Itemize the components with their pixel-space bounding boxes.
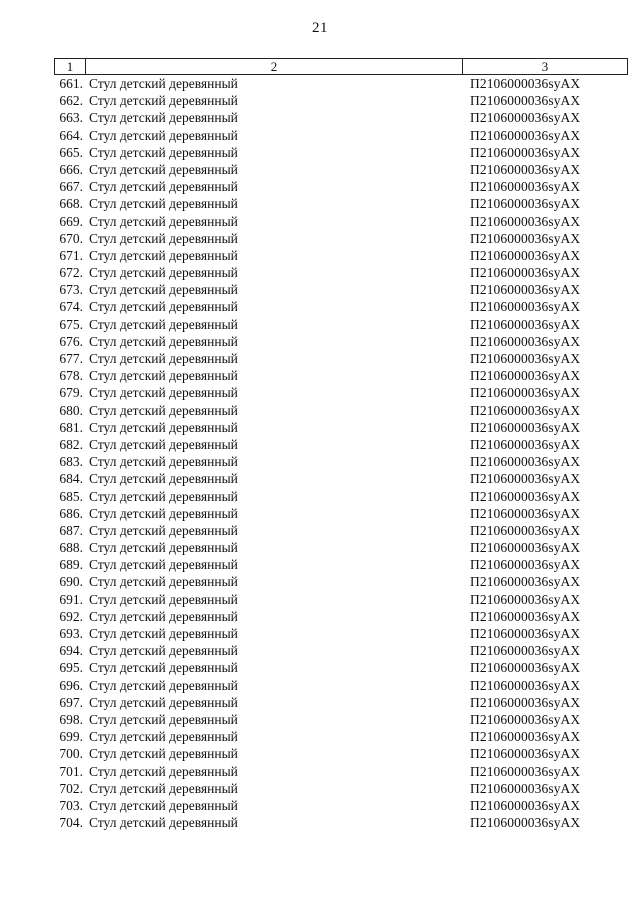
table-row bbox=[54, 230, 628, 247]
item-name: Стул детский деревянный bbox=[89, 316, 238, 332]
item-code: П2106000036syAX bbox=[470, 711, 581, 727]
row-number: 700. bbox=[59, 746, 83, 762]
table-row bbox=[54, 384, 628, 401]
item-code: П2106000036syAX bbox=[470, 660, 581, 676]
item-name: Стул детский деревянный bbox=[89, 626, 238, 641]
item-code: П2106000036syAX bbox=[470, 746, 581, 762]
table-row bbox=[54, 195, 628, 212]
table-row bbox=[54, 127, 628, 144]
item-code: П2106000036syAX bbox=[470, 574, 581, 590]
table-row bbox=[54, 642, 628, 659]
item-name: Стул детский деревянный bbox=[89, 540, 238, 556]
table-row bbox=[54, 264, 628, 281]
row-number: 704. bbox=[59, 815, 83, 831]
item-code: П2106000036syAX bbox=[470, 179, 581, 195]
row-number: 682. bbox=[59, 436, 83, 452]
row-number: 674. bbox=[59, 299, 83, 315]
item-code: П2106000036syAX bbox=[470, 161, 581, 177]
row-number: 698. bbox=[59, 711, 83, 727]
item-code: П2106000036syAX bbox=[470, 127, 581, 143]
item-name: Стул детский деревянный bbox=[89, 230, 238, 246]
item-code: П2106000036syAX bbox=[470, 213, 581, 229]
item-code: П2106000036syAX bbox=[470, 299, 581, 315]
table-row bbox=[54, 745, 628, 762]
item-name: Стул детский деревянный bbox=[89, 402, 238, 418]
item-name: Стул детский деревянный bbox=[89, 351, 238, 366]
item-code: П2106000036syAX bbox=[470, 815, 581, 831]
column-header-number: 1 bbox=[55, 59, 86, 74]
item-name: Стул детский деревянный bbox=[89, 454, 238, 470]
row-number: 687. bbox=[59, 522, 83, 538]
table-row bbox=[54, 814, 628, 831]
row-number: 692. bbox=[59, 608, 83, 624]
table-row bbox=[54, 333, 628, 350]
item-name: Стул детский деревянный bbox=[89, 557, 238, 573]
item-code: П2106000036syAX bbox=[470, 471, 581, 487]
row-number: 679. bbox=[59, 385, 83, 401]
row-number: 661. bbox=[59, 76, 83, 91]
item-name: Стул детский деревянный bbox=[89, 471, 238, 487]
item-name: Стул детский деревянный bbox=[89, 763, 238, 779]
item-code: П2106000036syAX bbox=[470, 419, 581, 435]
item-code: П2106000036syAX bbox=[470, 385, 581, 401]
item-name: Стул детский деревянный bbox=[89, 385, 238, 401]
item-name: Стул детский деревянный bbox=[89, 333, 238, 349]
table-row bbox=[54, 161, 628, 178]
item-name: Стул детский деревянный bbox=[89, 608, 238, 624]
row-number: 668. bbox=[59, 196, 83, 212]
item-name: Стул детский деревянный bbox=[89, 711, 238, 727]
item-code: П2106000036syAX bbox=[470, 265, 581, 281]
item-code: П2106000036syAX bbox=[470, 351, 581, 366]
table-row bbox=[54, 298, 628, 315]
row-number: 672. bbox=[59, 265, 83, 281]
item-name: Стул детский деревянный bbox=[89, 574, 238, 590]
item-code: П2106000036syAX bbox=[470, 488, 581, 504]
row-number: 699. bbox=[59, 729, 83, 745]
table-row bbox=[54, 539, 628, 556]
row-number: 671. bbox=[59, 247, 83, 263]
table-row bbox=[54, 522, 628, 539]
table-row bbox=[54, 109, 628, 126]
table-row bbox=[54, 75, 628, 92]
table-row bbox=[54, 677, 628, 694]
table-row bbox=[54, 797, 628, 814]
row-number: 689. bbox=[59, 557, 83, 573]
table-row bbox=[54, 402, 628, 419]
item-code: П2106000036syAX bbox=[470, 763, 581, 779]
row-number: 666. bbox=[59, 161, 83, 177]
item-code: П2106000036syAX bbox=[470, 368, 581, 384]
item-name: Стул детский деревянный bbox=[89, 780, 238, 796]
table-row bbox=[54, 419, 628, 436]
row-number: 677. bbox=[59, 351, 83, 366]
item-name: Стул детский деревянный bbox=[89, 419, 238, 435]
item-name: Стул детский деревянный bbox=[89, 694, 238, 710]
item-code: П2106000036syAX bbox=[470, 110, 581, 126]
item-name: Стул детский деревянный bbox=[89, 660, 238, 676]
item-code: П2106000036syAX bbox=[470, 144, 581, 160]
item-code: П2106000036syAX bbox=[470, 522, 581, 538]
row-number: 676. bbox=[59, 333, 83, 349]
row-number: 685. bbox=[59, 488, 83, 504]
row-number: 673. bbox=[59, 282, 83, 298]
row-number: 675. bbox=[59, 316, 83, 332]
item-code: П2106000036syAX bbox=[470, 505, 581, 521]
item-name: Стул детский деревянный bbox=[89, 110, 238, 126]
row-number: 663. bbox=[59, 110, 83, 126]
item-name: Стул детский деревянный bbox=[89, 76, 238, 91]
row-number: 697. bbox=[59, 694, 83, 710]
item-code: П2106000036syAX bbox=[470, 196, 581, 212]
item-name: Стул детский деревянный bbox=[89, 505, 238, 521]
table-row bbox=[54, 367, 628, 384]
item-name: Стул детский деревянный bbox=[89, 522, 238, 538]
item-code: П2106000036syAX bbox=[470, 729, 581, 745]
row-number: 669. bbox=[59, 213, 83, 229]
row-number: 684. bbox=[59, 471, 83, 487]
table-row bbox=[54, 780, 628, 797]
item-name: Стул детский деревянный bbox=[89, 161, 238, 177]
item-code: П2106000036syAX bbox=[470, 282, 581, 298]
table-row bbox=[54, 213, 628, 230]
row-number: 703. bbox=[59, 797, 83, 813]
item-name: Стул детский деревянный bbox=[89, 797, 238, 813]
table-row bbox=[54, 608, 628, 625]
item-name: Стул детский деревянный bbox=[89, 815, 238, 831]
table-row bbox=[54, 470, 628, 487]
item-name: Стул детский деревянный bbox=[89, 488, 238, 504]
item-code: П2106000036syAX bbox=[470, 608, 581, 624]
table-row bbox=[54, 144, 628, 161]
row-number: 664. bbox=[59, 127, 83, 143]
table-row bbox=[54, 573, 628, 590]
row-number: 688. bbox=[59, 540, 83, 556]
row-number: 667. bbox=[59, 179, 83, 195]
item-code: П2106000036syAX bbox=[470, 316, 581, 332]
item-name: Стул детский деревянный bbox=[89, 729, 238, 745]
item-code: П2106000036syAX bbox=[470, 247, 581, 263]
row-number: 691. bbox=[59, 591, 83, 607]
item-name: Стул детский деревянный bbox=[89, 282, 238, 298]
table-row bbox=[54, 178, 628, 195]
item-name: Стул детский деревянный bbox=[89, 144, 238, 160]
row-number: 680. bbox=[59, 402, 83, 418]
row-number: 690. bbox=[59, 574, 83, 590]
item-name: Стул детский деревянный bbox=[89, 591, 238, 607]
row-number: 681. bbox=[59, 419, 83, 435]
table-row bbox=[54, 281, 628, 298]
row-number: 696. bbox=[59, 677, 83, 693]
item-code: П2106000036syAX bbox=[470, 333, 581, 349]
table-row bbox=[54, 436, 628, 453]
row-number: 694. bbox=[59, 643, 83, 659]
table-header bbox=[54, 58, 628, 75]
item-code: П2106000036syAX bbox=[470, 93, 581, 109]
item-code: П2106000036syAX bbox=[470, 591, 581, 607]
item-code: П2106000036syAX bbox=[470, 694, 581, 710]
table-row bbox=[54, 488, 628, 505]
item-code: П2106000036syAX bbox=[470, 454, 581, 470]
table-row bbox=[54, 350, 628, 367]
row-number: 686. bbox=[59, 505, 83, 521]
row-number: 695. bbox=[59, 660, 83, 676]
item-name: Стул детский деревянный bbox=[89, 368, 238, 384]
item-code: П2106000036syAX bbox=[470, 626, 581, 641]
item-name: Стул детский деревянный bbox=[89, 213, 238, 229]
table-row bbox=[54, 659, 628, 676]
row-number: 670. bbox=[59, 230, 83, 246]
item-name: Стул детский деревянный bbox=[89, 265, 238, 281]
item-name: Стул детский деревянный bbox=[89, 127, 238, 143]
table-row bbox=[54, 505, 628, 522]
table-row bbox=[54, 591, 628, 608]
table-row bbox=[54, 453, 628, 470]
row-number: 701. bbox=[59, 763, 83, 779]
table-row bbox=[54, 247, 628, 264]
item-code: П2106000036syAX bbox=[470, 797, 581, 813]
table-body bbox=[54, 75, 628, 831]
item-code: П2106000036syAX bbox=[470, 677, 581, 693]
item-name: Стул детский деревянный bbox=[89, 436, 238, 452]
item-name: Стул детский деревянный bbox=[89, 179, 238, 195]
item-name: Стул детский деревянный bbox=[89, 299, 238, 315]
table-row bbox=[54, 711, 628, 728]
item-code: П2106000036syAX bbox=[470, 76, 581, 91]
item-name: Стул детский деревянный bbox=[89, 247, 238, 263]
item-code: П2106000036syAX bbox=[470, 557, 581, 573]
row-number: 662. bbox=[59, 93, 83, 109]
table-row bbox=[54, 728, 628, 745]
table-row bbox=[54, 92, 628, 109]
item-name: Стул детский деревянный bbox=[89, 677, 238, 693]
item-name: Стул детский деревянный bbox=[89, 196, 238, 212]
row-number: 702. bbox=[59, 780, 83, 796]
table-row bbox=[54, 763, 628, 780]
table-row bbox=[54, 316, 628, 333]
row-number: 678. bbox=[59, 368, 83, 384]
item-code: П2106000036syAX bbox=[470, 540, 581, 556]
inventory-table bbox=[54, 58, 628, 831]
table-row bbox=[54, 556, 628, 573]
item-code: П2106000036syAX bbox=[470, 436, 581, 452]
item-code: П2106000036syAX bbox=[470, 780, 581, 796]
row-number: 693. bbox=[59, 626, 83, 641]
page-number: 21 bbox=[312, 20, 328, 36]
column-header-code: 3 bbox=[541, 59, 549, 74]
item-name: Стул детский деревянный bbox=[89, 93, 238, 109]
table-row bbox=[54, 694, 628, 711]
row-number: 683. bbox=[59, 454, 83, 470]
table-row bbox=[54, 625, 628, 642]
column-header-name: 2 bbox=[86, 59, 463, 74]
item-code: П2106000036syAX bbox=[470, 402, 581, 418]
item-name: Стул детский деревянный bbox=[89, 643, 238, 659]
row-number: 665. bbox=[59, 144, 83, 160]
item-name: Стул детский деревянный bbox=[89, 746, 238, 762]
item-code: П2106000036syAX bbox=[470, 643, 581, 659]
item-code: П2106000036syAX bbox=[470, 230, 581, 246]
